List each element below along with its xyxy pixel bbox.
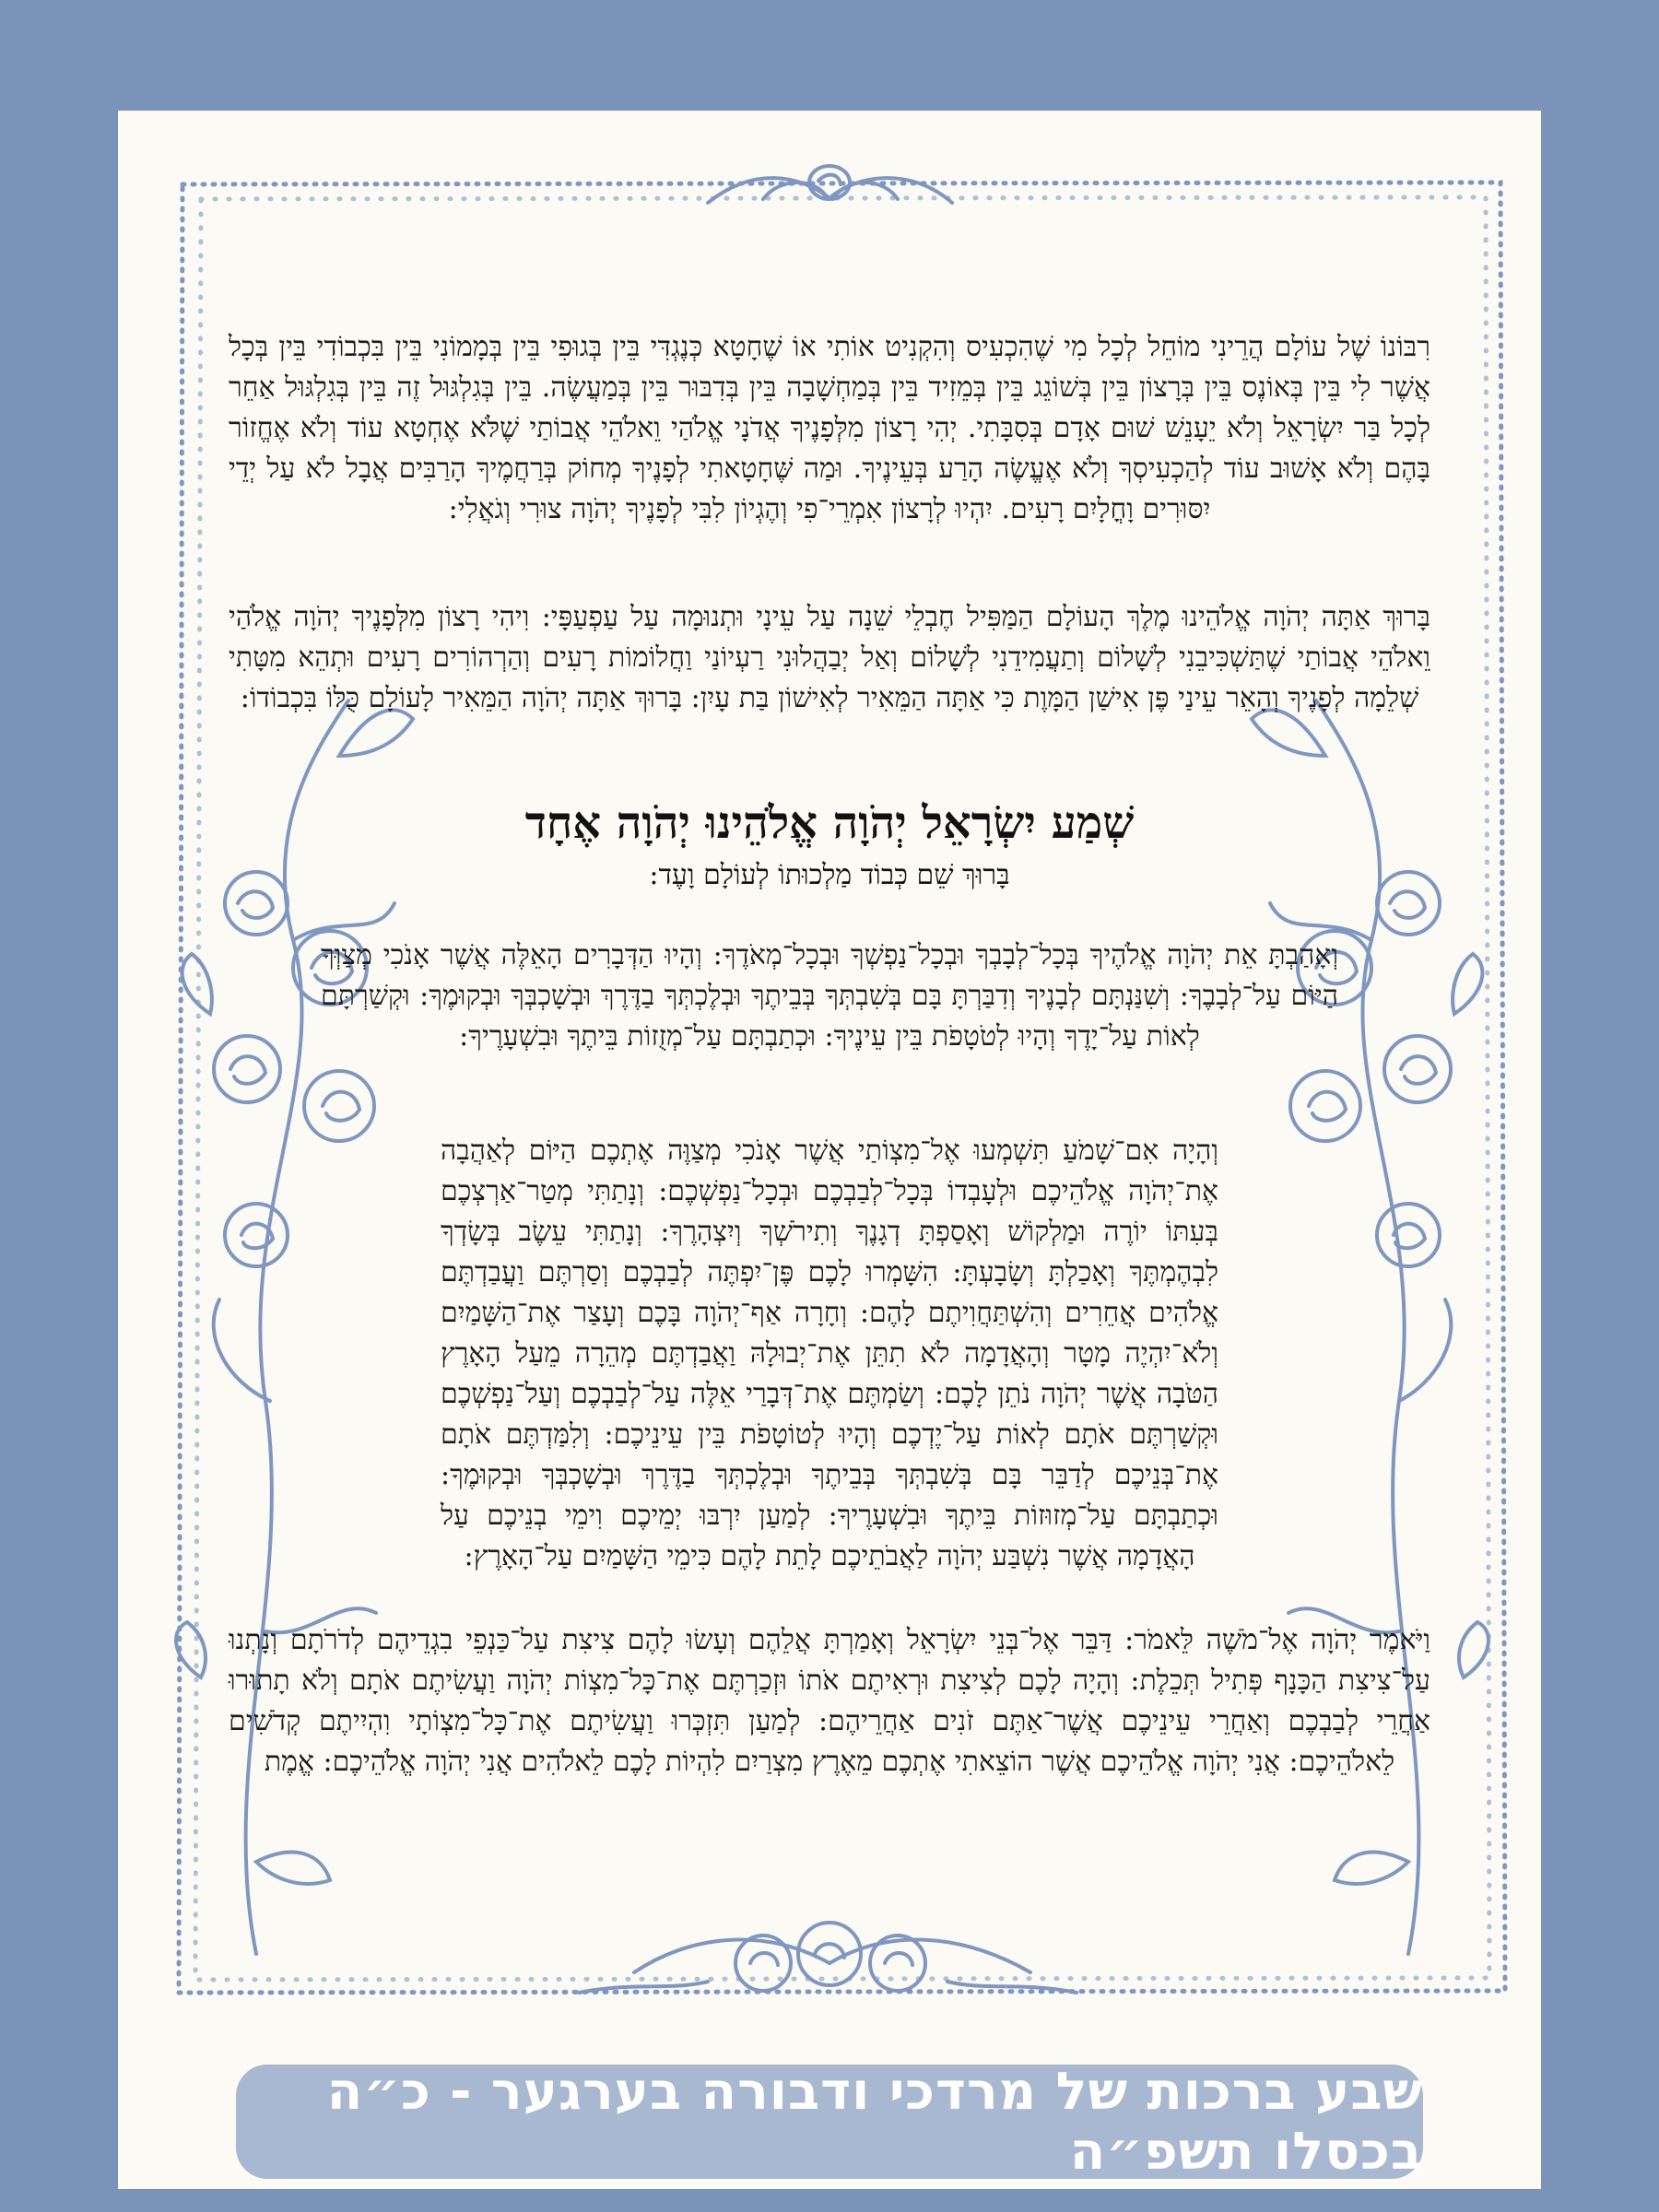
hamapil-blessing-paragraph: בָּרוּךְ אַתָּה יְהֹוָה אֱלֹהֵינוּ מֶלֶךְ הָעוֹלָם הַמַּפִּיל חֶבְלֵי שֵׁנָה עַל עֵינָי וּתְנוּמָה עַל עַפְעַפָּי: וִיהִי רָצוֹן מִלְּפָנֶיךָ יְהֹוָה אֱלֹהַי וֵאלֹהֵי אֲבוֹתַי שֶׁתַּשְׁכִּיבֵנִי לְשָׁלוֹם וְתַעֲמִידֵנִי לְשָׁלוֹם וְאַל יְבַהֲלוּנִי רַעְיוֹנַי וַחֲלוֹמוֹת רָעִים וְהַרְהוֹרִים רָעִים וּתְהֵא מִטָּתִי שְׁלֵמָה לְפָנֶיךָ וְהָאֵר עֵינַי פֶּן אִישַׁן הַמָּוֶת כִּי אַתָּה הַמֵּאִיר לְאִישׁוֹן בַּת עָיִן: בָּרוּךְ אַתָּה יְהֹוָה הַמֵּאִיר לָעוֹלָם כֻּלּוֹ בִּכְבוֹדוֹ: [229, 601, 1430, 714]
vehaya-paragraph: וְהָיָה אִם־שָׁמֹעַ תִּשְׁמְעוּ אֶל־מִצְוֹתַי אֲשֶׁר אָנֹכִי מְצַוֶּה אֶתְכֶם הַיּוֹם לְאַהֲבָה אֶת־יְהֹוָה אֱלֹהֵיכֶם וּלְעָבְדוֹ בְּכָל־לְבַבְכֶם וּבְכָל־נַפְשְׁכֶם: וְנָתַתִּי מְטַר־אַרְצְכֶם בְּעִתּוֹ יוֹרֶה וּמַלְקוֹשׁ וְאָסַפְתָּ דְגָנֶךָ וְתִירֹשְׁךָ וְיִצְהָרֶךָ: וְנָתַתִּי עֵשֶׂב בְּשָׂדְךָ לִבְהֶמְתֶּךָ וְאָכַלְתָּ וְשָׂבָעְתָּ: הִשָּׁמְרוּ לָכֶם פֶּן־יִפְתֶּה לְבַבְכֶם וְסַרְתֶּם וַעֲבַדְתֶּם אֱלֹהִים אֲחֵרִים וְהִשְׁתַּחֲוִיתֶם לָהֶם: וְחָרָה אַף־יְהֹוָה בָּכֶם וְעָצַר אֶת־הַשָּׁמַיִם וְלֹא־יִהְיֶה מָטָר וְהָאֲדָמָה לֹא תִתֵּן אֶת־יְבוּלָהּ וַאֲבַדְתֶּם מְהֵרָה מֵעַל הָאָרֶץ הַטֹּבָה אֲשֶׁר יְהֹוָה נֹתֵן לָכֶם: וְשַׂמְתֶּם אֶת־דְּבָרַי אֵלֶּה עַל־לְבַבְכֶם וְעַל־נַפְשְׁכֶם וּקְשַׁרְתֶּם אֹתָם לְאוֹת עַל־יֶדְכֶם וְהָיוּ לְטוֹטָפֹת בֵּין עֵינֵיכֶם: וְלִמַּדְתֶּם אֹתָם אֶת־בְּנֵיכֶם לְדַבֵּר בָּם בְּשִׁבְתְּךָ בְּבֵיתֶךָ וּבְלֶכְתְּךָ בַדֶּרֶךְ וּבְשָׁכְבְּךָ וּבְקוּמֶךָ: וּכְתַבְתָּם עַל־מְזוּזוֹת בֵּיתֶךָ וּבִשְׁעָרֶיךָ: לְמַעַן יִרְבּוּ יְמֵיכֶם וִימֵי בְנֵיכֶם עַל הָאֲדָמָה אֲשֶׁר נִשְׁבַּע יְהֹוָה לַאֲבֹתֵיכֶם לָתֵת לָהֶם כִּימֵי הַשָּׁמַיִם עַל־הָאָרֶץ: [441, 1135, 1218, 1572]
forgiveness-prayer-paragraph: רִבּוֹנוֹ שֶׁל עוֹלָם הֲרֵינִי מוֹחֵל לְכָל מִי שֶׁהִכְעִיס וְהִקְנִיט אוֹתִי אוֹ שֶׁחָטָא כְּנֶגְדִּי בֵּין בְּגוּפִי בֵּין בְּמָמוֹנִי בֵּין בִּכְבוֹדִי בֵּין בְּכָל אֲשֶׁר לִי בֵּין בְּאוֹנֶס בֵּין בְּרָצוֹן בֵּין בְּשׁוֹגֵג בֵּין בְּמֵזִיד בֵּין בְּמַחְשָׁבָה בֵּין בְּדִבּוּר בֵּין בְּמַעֲשֶׂה. בֵּין בְּגִלְגּוּל זֶה בֵּין בְּגִלְגּוּל אַחֵר לְכָל בַּר יִשְׂרָאֵל וְלֹא יֵעָנֵשׁ שׁוּם אָדָם בְּסִבָּתִי. יְהִי רָצוֹן מִלְּפָנֶיךָ אֲדֹנָי אֱלֹהַי וֵאלֹהֵי אֲבוֹתַי שֶׁלֹּא אֶחְטָא עוֹד וְלֹא אֶחֱזוֹר בָּהֶם וְלֹא אָשׁוּב עוֹד לְהַכְעִיסְךָ וְלֹא אֶעֱשֶׂה הָרַע בְּעֵינֶיךָ. וּמַה שֶּׁחָטָאתִי לְפָנֶיךָ מְחוֹק בְּרַחֲמֶיךָ הָרַבִּים אֲבָל לֹא עַל יְדֵי יִסּוּרִים וָחֳלָיִם רָעִים. יִהְיוּ לְרָצוֹן אִמְרֵי־פִי וְהֶגְיוֹן לִבִּי לְפָנֶיךָ יְהֹוָה צוּרִי וְגֹאֲלִי: [229, 331, 1430, 525]
vahavta-paragraph: וְאָהַבְתָּ אֵת יְהֹוָה אֱלֹהֶיךָ בְּכָל־לְבָבְךָ וּבְכָל־נַפְשְׁךָ וּבְכָל־מְאֹדֶךָ: וְהָיוּ הַדְּבָרִים הָאֵלֶּה אֲשֶׁר אָנֹכִי מְצַוְּךָ הַיּוֹם עַל־לְבָבֶךָ: וְשִׁנַּנְתָּם לְבָנֶיךָ וְדִבַּרְתָּ בָּם בְּשִׁבְתְּךָ בְּבֵיתֶךָ וּבְלֶכְתְּךָ בַדֶּרֶךְ וּבְשָׁכְבְּךָ וּבְקוּמֶךָ: וּקְשַׁרְתָּם לְאוֹת עַל־יָדֶךָ וְהָיוּ לְטֹטָפֹת בֵּין עֵינֶיךָ: וּכְתַבְתָּם עַל־מְזֻזוֹת בֵּיתֶךָ וּבִשְׁעָרֶיךָ: [321, 939, 1338, 1053]
event-banner [236, 2062, 1423, 2182]
baruch-shem-line: בָּרוּךְ שֵׁם כְּבוֹד מַלְכוּתוֹ לְעוֹלָם וָעֶד: [649, 859, 1010, 891]
event-banner-text: שבע ברכות של מרדכי ודבורה בערגער - כ״ה בכסלו תשפ״ה [326, 2062, 1423, 2182]
prayer-sheet [118, 111, 1541, 2189]
shema-title: שְׁמַע יִשְׂרָאֵל יְהֹוָה אֱלֹהֵינוּ יְהֹוָה אֶחָד [524, 797, 1135, 849]
vayomer-paragraph: וַיֹּאמֶר יְהֹוָה אֶל־מֹשֶׁה לֵּאמֹר: דַּבֵּר אֶל־בְּנֵי יִשְׂרָאֵל וְאָמַרְתָּ אֲלֵהֶם וְעָשׂוּ לָהֶם צִיצִת עַל־כַּנְפֵי בִגְדֵיהֶם לְדֹרֹתָם וְנָתְנוּ עַל־צִיצִת הַכָּנָף פְּתִיל תְּכֵלֶת: וְהָיָה לָכֶם לְצִיצִת וּרְאִיתֶם אֹתוֹ וּזְכַרְתֶּם אֶת־כָּל־מִצְוֹת יְהֹוָה וַעֲשִׂיתֶם אֹתָם וְלֹא תָתוּרוּ אַחֲרֵי לְבַבְכֶם וְאַחֲרֵי עֵינֵיכֶם אֲשֶׁר־אַתֶּם זֹנִים אַחֲרֵיהֶם: לְמַעַן תִּזְכְּרוּ וַעֲשִׂיתֶם אֶת־כָּל־מִצְוֹתָי וִהְיִיתֶם קְדֹשִׁים לֵאלֹהֵיכֶם: אֲנִי יְהֹוָה אֱלֹהֵיכֶם אֲשֶׁר הוֹצֵאתִי אֶתְכֶם מֵאֶרֶץ מִצְרַיִם לִהְיוֹת לָכֶם לֵאלֹהִים אֲנִי יְהֹוָה אֱלֹהֵיכֶם: אֱמֶת [229, 1624, 1430, 1778]
